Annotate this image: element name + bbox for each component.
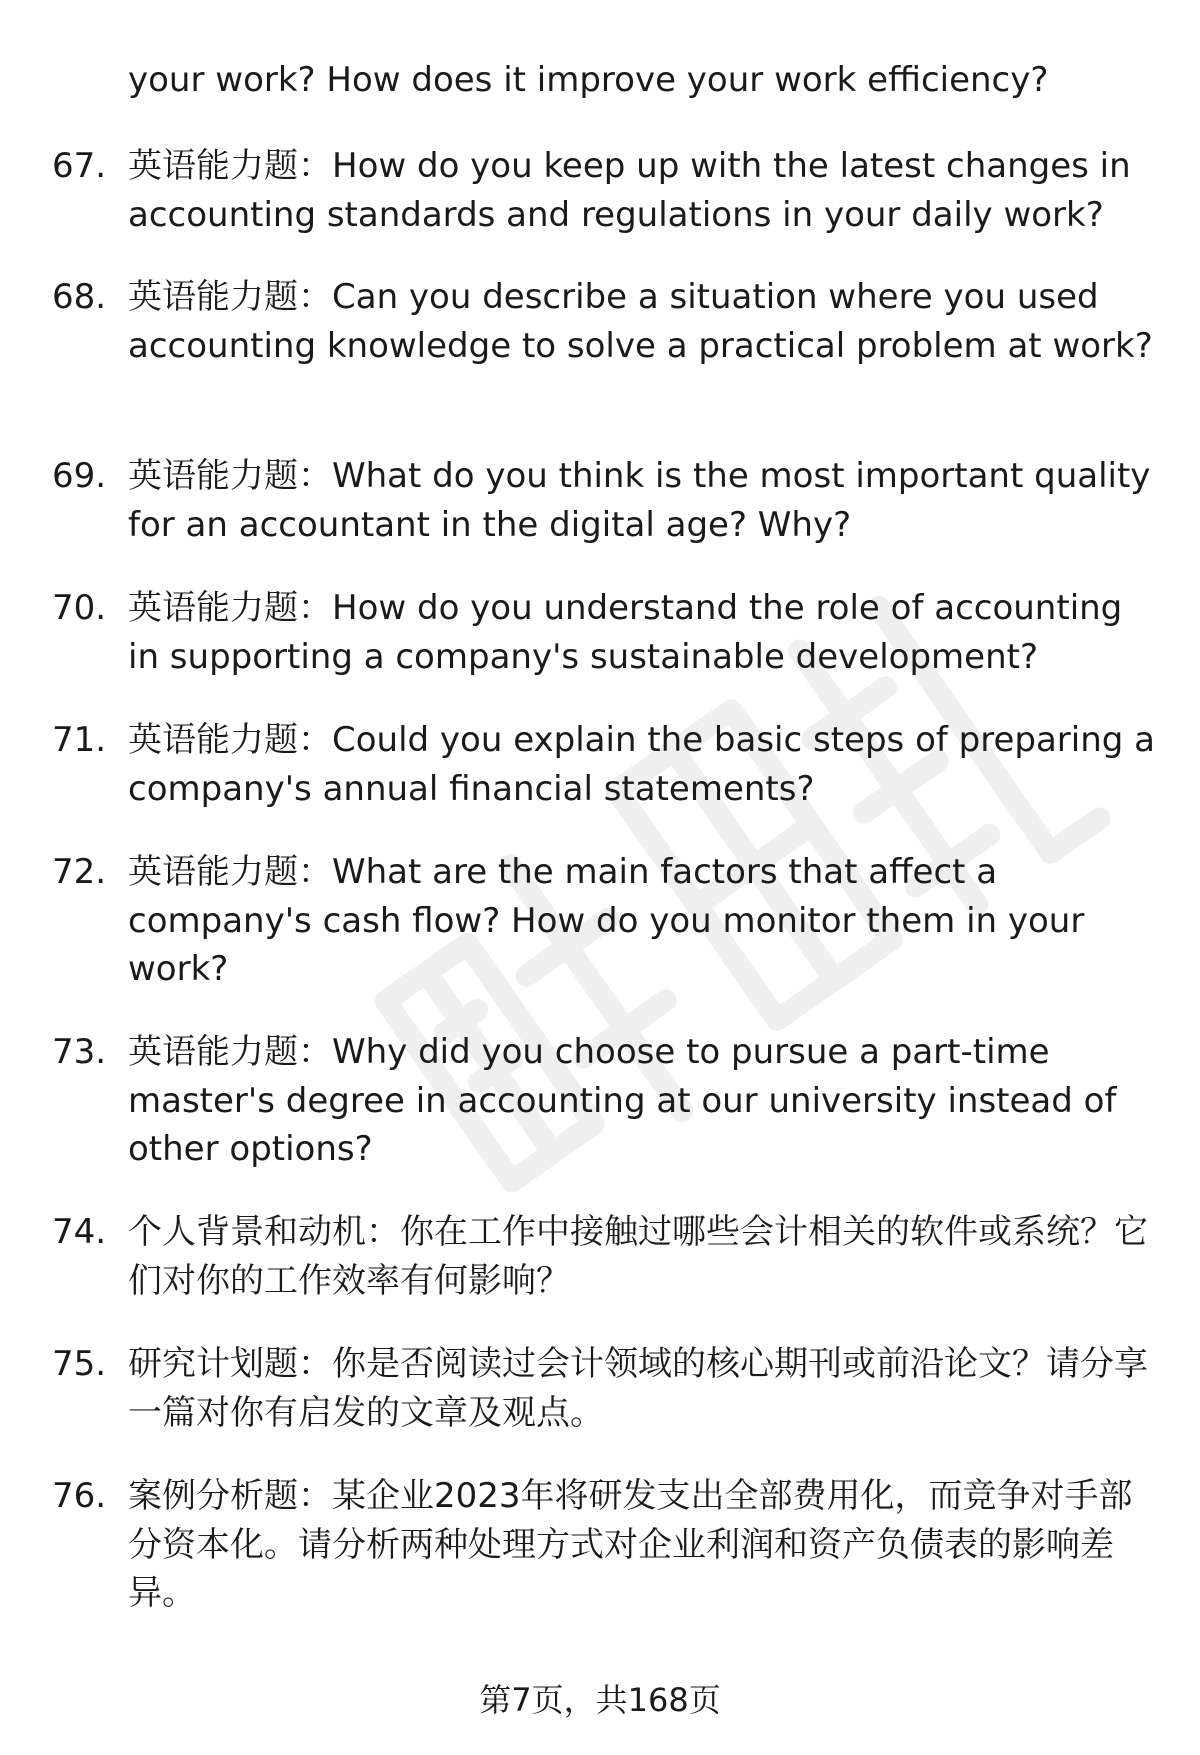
question-text: 英语能力题：Why did you choose to pursue a part-time master's degree in accounting at our university instead of other options? <box>128 1032 1117 1169</box>
page-number-footer: 第7页，共168页 <box>479 1681 721 1719</box>
question-text: 案例分析题：某企业2023年将研发支出全部费用化，而竞争对手部分资本化。请分析两种处理方式对企业利润和资产负债表的影响差异。 <box>128 1476 1133 1613</box>
question-item <box>52 1340 1162 1437</box>
question-number: 70. <box>52 588 107 628</box>
question-item <box>52 1472 1162 1618</box>
question-item <box>52 1028 1162 1174</box>
question-text: 研究计划题：你是否阅读过会计领域的核心期刊或前沿论文？请分享一篇对你有启发的文章及观点。 <box>128 1344 1148 1433</box>
question-item <box>52 584 1162 681</box>
question-number: 69. <box>52 456 107 496</box>
question-number: 76. <box>52 1476 107 1516</box>
question-text: 英语能力题：Can you describe a situation where you used accounting knowledge to solve a practical problem at work? <box>128 277 1153 366</box>
question-text: 英语能力题：What do you think is the most important quality for an accountant in the digital age? Why? <box>128 456 1151 545</box>
question-number: 71. <box>52 720 107 760</box>
question-number: 68. <box>52 277 107 317</box>
question-text: 英语能力题：How do you understand the role of accounting in supporting a company's sustainable development? <box>128 588 1123 677</box>
question-text: 英语能力题：Could you explain the basic steps of preparing a company's annual financial statements? <box>128 720 1155 809</box>
question-number: 67. <box>52 146 107 186</box>
question-number: 74. <box>52 1212 107 1252</box>
continued-question-text: your work? How does it improve your work efficiency? <box>128 60 1049 100</box>
question-item <box>52 1208 1162 1305</box>
question-number: 75. <box>52 1344 107 1384</box>
question-item <box>52 273 1162 370</box>
question-number: 73. <box>52 1032 107 1072</box>
question-item <box>52 716 1162 813</box>
question-text: 英语能力题：How do you keep up with the latest changes in accounting standards and regulations in your daily work? <box>128 146 1131 235</box>
question-text: 英语能力题：What are the main factors that affect a company's cash flow? How do you monitor them in your work? <box>128 852 1085 989</box>
question-item <box>52 848 1162 994</box>
question-item <box>52 452 1162 549</box>
question-number: 72. <box>52 852 107 892</box>
question-text: 个人背景和动机：你在工作中接触过哪些会计相关的软件或系统？它们对你的工作效率有何影响？ <box>128 1212 1148 1301</box>
question-item <box>52 142 1162 239</box>
